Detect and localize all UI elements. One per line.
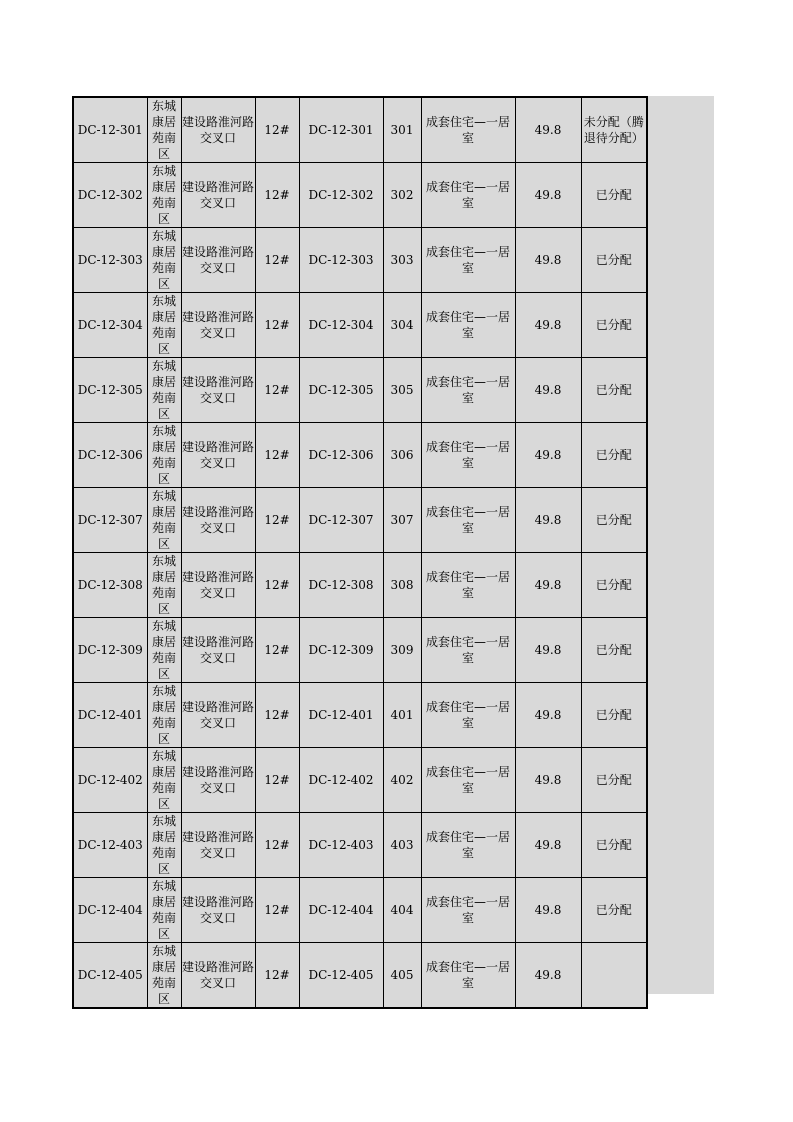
- cell-house-no: DC-12-304: [299, 293, 383, 358]
- cell-location: 建设路淮河路交叉口: [181, 943, 255, 1009]
- table-row: [73, 878, 647, 943]
- cell-id: DC-12-301: [73, 97, 147, 163]
- cell-type: 成套住宅—一居室: [421, 683, 515, 748]
- cell-status: 已分配: [581, 683, 647, 748]
- cell-area: 49.8: [515, 97, 581, 163]
- cell-community: 东城康居苑南区: [147, 358, 181, 423]
- cell-house-no: DC-12-307: [299, 488, 383, 553]
- cell-building: 12#: [255, 423, 299, 488]
- table-row: [73, 423, 647, 488]
- cell-community: 东城康居苑南区: [147, 813, 181, 878]
- cell-area: 49.8: [515, 813, 581, 878]
- cell-community: 东城康居苑南区: [147, 228, 181, 293]
- cell-room: 305: [383, 358, 421, 423]
- cell-building: 12#: [255, 553, 299, 618]
- cell-id: DC-12-402: [73, 748, 147, 813]
- cell-building: 12#: [255, 943, 299, 1009]
- cell-room: 307: [383, 488, 421, 553]
- cell-location: 建设路淮河路交叉口: [181, 813, 255, 878]
- cell-id: DC-12-307: [73, 488, 147, 553]
- cell-status: [581, 943, 647, 1009]
- cell-community: 东城康居苑南区: [147, 163, 181, 228]
- cell-location: 建设路淮河路交叉口: [181, 553, 255, 618]
- cell-type: 成套住宅—一居室: [421, 423, 515, 488]
- cell-type: 成套住宅—一居室: [421, 748, 515, 813]
- table-row: [73, 163, 647, 228]
- cell-community: 东城康居苑南区: [147, 97, 181, 163]
- cell-status: 已分配: [581, 878, 647, 943]
- cell-community: 东城康居苑南区: [147, 553, 181, 618]
- cell-location: 建设路淮河路交叉口: [181, 748, 255, 813]
- cell-status: 已分配: [581, 423, 647, 488]
- cell-room: 301: [383, 97, 421, 163]
- cell-location: 建设路淮河路交叉口: [181, 163, 255, 228]
- cell-type: 成套住宅—一居室: [421, 488, 515, 553]
- cell-status: 已分配: [581, 813, 647, 878]
- cell-building: 12#: [255, 163, 299, 228]
- table-row: [73, 813, 647, 878]
- cell-house-no: DC-12-306: [299, 423, 383, 488]
- cell-status: 已分配: [581, 488, 647, 553]
- cell-location: 建设路淮河路交叉口: [181, 293, 255, 358]
- table-row: [73, 97, 647, 163]
- cell-type: 成套住宅—一居室: [421, 228, 515, 293]
- cell-room: 405: [383, 943, 421, 1009]
- cell-community: 东城康居苑南区: [147, 683, 181, 748]
- cell-community: 东城康居苑南区: [147, 293, 181, 358]
- cell-status: 已分配: [581, 618, 647, 683]
- cell-area: 49.8: [515, 488, 581, 553]
- cell-status: 已分配: [581, 163, 647, 228]
- table-row: [73, 228, 647, 293]
- cell-id: DC-12-401: [73, 683, 147, 748]
- cell-room: 308: [383, 553, 421, 618]
- cell-status: 已分配: [581, 293, 647, 358]
- table-row: [73, 488, 647, 553]
- cell-community: 东城康居苑南区: [147, 943, 181, 1009]
- cell-location: 建设路淮河路交叉口: [181, 683, 255, 748]
- cell-type: 成套住宅—一居室: [421, 813, 515, 878]
- cell-status: 已分配: [581, 358, 647, 423]
- cell-building: 12#: [255, 813, 299, 878]
- cell-house-no: DC-12-302: [299, 163, 383, 228]
- cell-status: 已分配: [581, 553, 647, 618]
- cell-building: 12#: [255, 97, 299, 163]
- cell-type: 成套住宅—一居室: [421, 553, 515, 618]
- table-row: [73, 293, 647, 358]
- cell-area: 49.8: [515, 423, 581, 488]
- cell-area: 49.8: [515, 878, 581, 943]
- cell-room: 309: [383, 618, 421, 683]
- cell-community: 东城康居苑南区: [147, 748, 181, 813]
- cell-room: 401: [383, 683, 421, 748]
- cell-id: DC-12-405: [73, 943, 147, 1009]
- cell-building: 12#: [255, 748, 299, 813]
- cell-type: 成套住宅—一居室: [421, 163, 515, 228]
- cell-status: 已分配: [581, 748, 647, 813]
- table-row: [73, 358, 647, 423]
- cell-room: 404: [383, 878, 421, 943]
- cell-house-no: DC-12-403: [299, 813, 383, 878]
- cell-location: 建设路淮河路交叉口: [181, 878, 255, 943]
- cell-room: 402: [383, 748, 421, 813]
- cell-id: DC-12-308: [73, 553, 147, 618]
- cell-house-no: DC-12-308: [299, 553, 383, 618]
- cell-type: 成套住宅—一居室: [421, 358, 515, 423]
- cell-building: 12#: [255, 488, 299, 553]
- cell-building: 12#: [255, 358, 299, 423]
- cell-house-no: DC-12-301: [299, 97, 383, 163]
- cell-type: 成套住宅—一居室: [421, 97, 515, 163]
- cell-id: DC-12-306: [73, 423, 147, 488]
- cell-location: 建设路淮河路交叉口: [181, 488, 255, 553]
- cell-area: 49.8: [515, 163, 581, 228]
- cell-room: 304: [383, 293, 421, 358]
- cell-community: 东城康居苑南区: [147, 618, 181, 683]
- cell-house-no: DC-12-402: [299, 748, 383, 813]
- cell-house-no: DC-12-309: [299, 618, 383, 683]
- housing-table: [72, 96, 648, 1009]
- cell-house-no: DC-12-305: [299, 358, 383, 423]
- cell-type: 成套住宅—一居室: [421, 878, 515, 943]
- cell-room: 306: [383, 423, 421, 488]
- cell-community: 东城康居苑南区: [147, 878, 181, 943]
- cell-building: 12#: [255, 878, 299, 943]
- cell-location: 建设路淮河路交叉口: [181, 423, 255, 488]
- cell-id: DC-12-404: [73, 878, 147, 943]
- cell-building: 12#: [255, 618, 299, 683]
- cell-area: 49.8: [515, 748, 581, 813]
- cell-house-no: DC-12-404: [299, 878, 383, 943]
- cell-location: 建设路淮河路交叉口: [181, 228, 255, 293]
- cell-location: 建设路淮河路交叉口: [181, 358, 255, 423]
- table-row: [73, 683, 647, 748]
- cell-area: 49.8: [515, 293, 581, 358]
- cell-area: 49.8: [515, 553, 581, 618]
- table-row: [73, 943, 647, 1009]
- table-body: [73, 97, 647, 1008]
- cell-room: 403: [383, 813, 421, 878]
- cell-area: 49.8: [515, 683, 581, 748]
- table-row: [73, 748, 647, 813]
- cell-house-no: DC-12-303: [299, 228, 383, 293]
- cell-status: 未分配（腾退待分配）: [581, 97, 647, 163]
- cell-id: DC-12-403: [73, 813, 147, 878]
- cell-status: 已分配: [581, 228, 647, 293]
- cell-house-no: DC-12-405: [299, 943, 383, 1009]
- cell-id: DC-12-309: [73, 618, 147, 683]
- cell-building: 12#: [255, 683, 299, 748]
- table-row: [73, 618, 647, 683]
- cell-id: DC-12-302: [73, 163, 147, 228]
- cell-community: 东城康居苑南区: [147, 423, 181, 488]
- cell-type: 成套住宅—一居室: [421, 943, 515, 1009]
- cell-room: 302: [383, 163, 421, 228]
- cell-id: DC-12-304: [73, 293, 147, 358]
- cell-area: 49.8: [515, 618, 581, 683]
- cell-room: 303: [383, 228, 421, 293]
- cell-house-no: DC-12-401: [299, 683, 383, 748]
- cell-community: 东城康居苑南区: [147, 488, 181, 553]
- cell-building: 12#: [255, 228, 299, 293]
- cell-area: 49.8: [515, 943, 581, 1009]
- cell-type: 成套住宅—一居室: [421, 618, 515, 683]
- cell-id: DC-12-303: [73, 228, 147, 293]
- table-row: [73, 553, 647, 618]
- cell-location: 建设路淮河路交叉口: [181, 618, 255, 683]
- cell-id: DC-12-305: [73, 358, 147, 423]
- cell-building: 12#: [255, 293, 299, 358]
- cell-area: 49.8: [515, 228, 581, 293]
- cell-type: 成套住宅—一居室: [421, 293, 515, 358]
- cell-location: 建设路淮河路交叉口: [181, 97, 255, 163]
- cell-area: 49.8: [515, 358, 581, 423]
